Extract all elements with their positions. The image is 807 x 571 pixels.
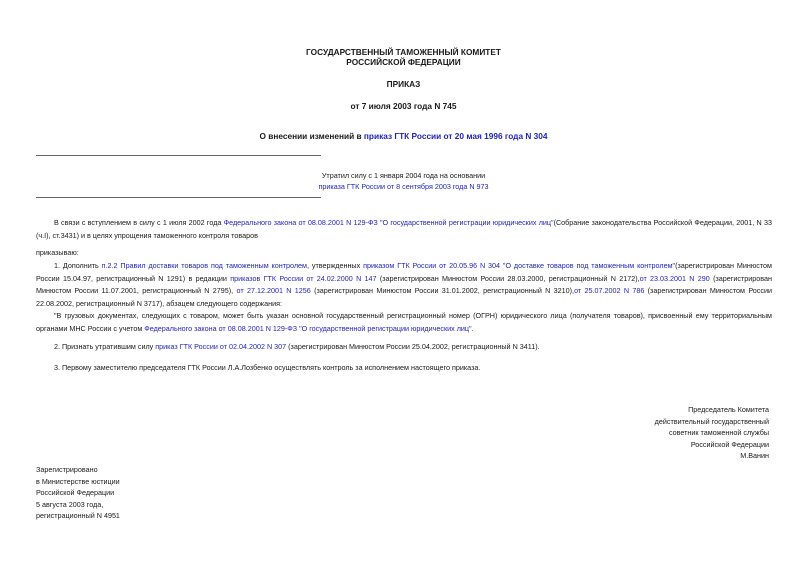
item-1-text: (зарегистрирован Минюстом России 22.08.2002, регистрационный N 3717), абзацем следующего содержания:: [36, 286, 773, 308]
doc-type: ПРИКАЗ: [386, 79, 421, 89]
item-2-order-307-link[interactable]: приказ ГТК России от 02.04.2002 N 307: [155, 342, 287, 351]
item-1-order-304-link[interactable]: приказом ГТК России от 20.05.96 N 304 "О доставке товаров под таможенным контролем": [363, 261, 676, 270]
status-note: [0, 170, 807, 192]
item-1-order-786-link[interactable]: от 25.07.2002 N 786: [574, 286, 645, 295]
item-2-text: 2. Признать утратившим силу: [54, 342, 156, 351]
signature-line-4: Российской Федерации: [690, 439, 769, 449]
item-1-text: (зарегистрирован Минюстом России 31.01.2002, регистрационный N 3210),: [310, 286, 575, 295]
status-note-text: Утратил силу с 1 января 2004 года на основании: [321, 171, 486, 180]
preamble-text-1: В связи с вступлением в силу с 1 июля 2002 года: [54, 218, 224, 227]
item-3-paragraph: 3. Первому заместителю председателя ГТК России Л.А.Лозбенко осуществлять контроль за исполнением настоящего приказа.: [54, 363, 481, 372]
order-word: приказываю:: [36, 248, 79, 257]
item-1-rules-link[interactable]: п.2.2 Правил доставки товаров под таможенным контролем: [101, 261, 307, 270]
doc-subject: [0, 131, 807, 141]
item-1-order-147-link[interactable]: приказов ГТК России от 24.02.2000 N 147: [230, 273, 377, 283]
item-1-text: (зарегистрирован Минюстом России 11.07.2001, регистрационный N 2795),: [36, 273, 772, 295]
doc-date-number: от 7 июля 2003 года N 745: [350, 101, 457, 111]
registration-line-2: в Министерстве юстиции: [36, 476, 120, 486]
registration-line-5: регистрационный N 4951: [36, 511, 120, 520]
item-1-text: (зарегистрирован Минюстом России 15.04.97, регистрационный N 1291) в редакции: [36, 261, 772, 283]
status-note-link[interactable]: приказа ГТК России от 8 сентября 2003 года N 973: [318, 182, 489, 191]
signature-line-2: действительный государственный: [654, 416, 769, 426]
org-line-2: РОССИЙСКОЙ ФЕДЕРАЦИИ: [346, 57, 461, 67]
registration-line-3: Российской Федерации: [36, 488, 115, 497]
item-2-text: (зарегистрирован Минюстом России 25.04.2002, регистрационный N 3411).: [286, 342, 540, 351]
preamble-paragraph: [36, 217, 772, 242]
item-1-order-1256-link[interactable]: от 27.12.2001 N 1256: [236, 286, 311, 295]
subject-link[interactable]: приказ ГТК России от 20 мая 1996 года N 304: [363, 131, 548, 141]
signature-block: [655, 404, 769, 462]
subject-prefix: О внесении изменений в: [259, 131, 364, 141]
item-1-order-290-link[interactable]: от 23.03.2001 N 290: [639, 273, 710, 283]
item-1-text: 1. Дополнить: [54, 261, 102, 270]
quote-paragraph: [36, 310, 772, 335]
org-name: [0, 47, 807, 67]
registration-line-4: 5 августа 2003 года,: [36, 499, 104, 509]
item-1-paragraph: [36, 260, 772, 310]
quote-law-link[interactable]: Федерального закона от 08.08.2001 N 129-ФЗ "О государственной регистрации юридических лиц": [144, 323, 472, 333]
quote-text: "В грузовых документах, следующих с товаром, может быть указан основной государственный регистрационный номер (ОГРН) юридического лица (получателя товаров), присвоенный ему территориальным органами МНС России с учетом: [36, 311, 772, 333]
signature-line-1: Председатель Комитета: [688, 405, 769, 414]
registration-block: [36, 464, 120, 522]
quote-text: .: [471, 323, 474, 333]
signature-name: М.Ванин: [740, 451, 769, 460]
org-line-1: ГОСУДАРСТВЕННЫЙ ТАМОЖЕННЫЙ КОМИТЕТ: [306, 47, 501, 57]
signature-line-3: советник таможенной службы: [668, 428, 769, 437]
preamble-law-link[interactable]: Федерального закона от 08.08.2001 N 129-ФЗ "О государственной регистрации юридических лиц": [223, 218, 554, 227]
preamble-text-2: (Собрание законодательства Российской Федерации, 2001, N 33 (ч.I), ст.3431) и в целях упрощения таможенного контроля товаров: [36, 218, 772, 240]
registration-line-1: Зарегистрировано: [36, 465, 98, 474]
divider-bottom: [36, 197, 321, 198]
item-1-text: (зарегистрирован Минюстом России 28.03.2000, регистрационный N 2172),: [376, 273, 640, 283]
item-1-text: , утвержденных: [306, 261, 364, 270]
item-2-paragraph: [36, 341, 772, 354]
divider-top: [36, 155, 321, 156]
